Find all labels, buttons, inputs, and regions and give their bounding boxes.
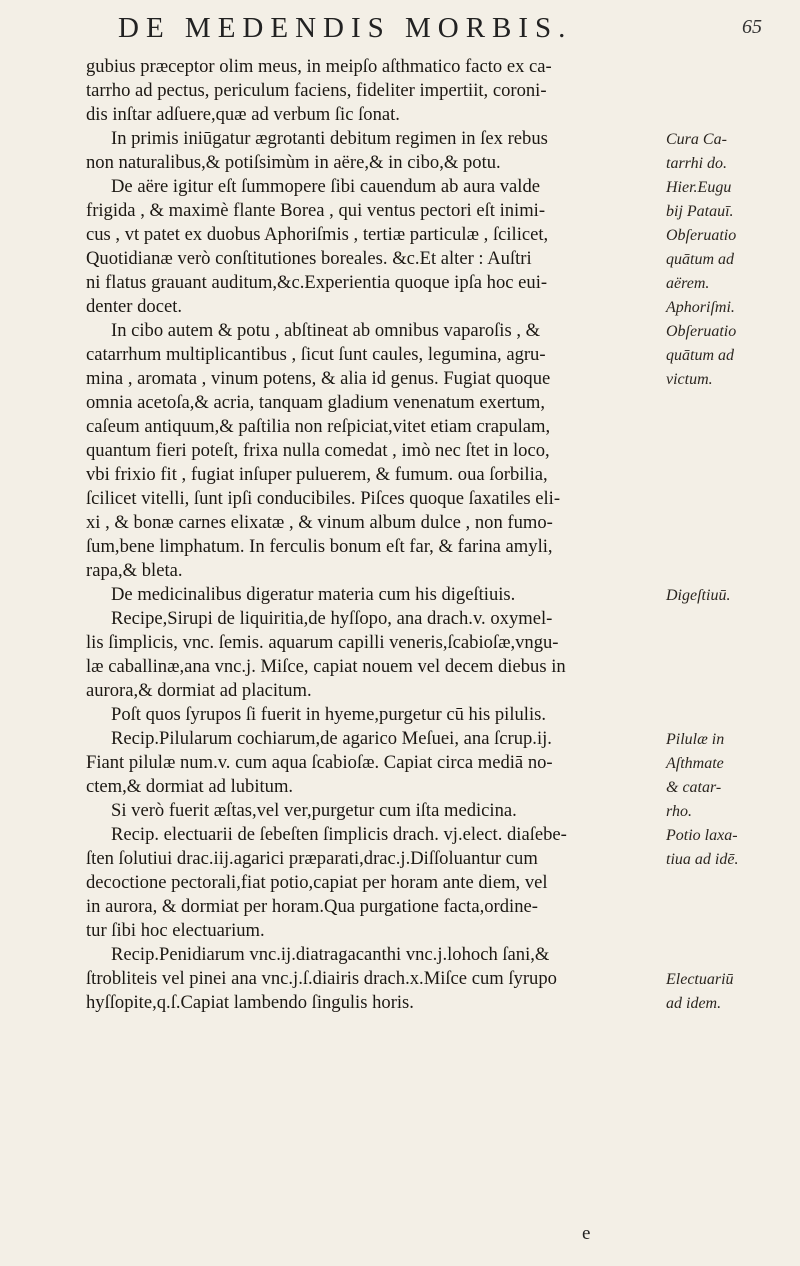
- page-header: [0, 10, 800, 50]
- margin-note: Potio laxa-: [666, 827, 738, 844]
- text-line: tur ſibi hoc electuarium.: [86, 920, 265, 941]
- text-line: ſum,bene limphatum. In ferculis bonum eſt far, & farina amyli,: [86, 536, 553, 557]
- text-line: catarrhum multiplicantibus , ſicut ſunt caules, legumina, agru-: [86, 344, 546, 365]
- text-line: hyſſopite,q.ſ.Capiat lambendo ſingulis horis.: [86, 992, 414, 1013]
- text-line: quantum fieri poteſt, frixa nulla comedat , imò nec ſtet in loco,: [86, 440, 550, 461]
- text-line: vbi frixio fit , fugiat inſuper puluerem, & fumum. oua ſorbilia,: [86, 464, 548, 485]
- text-line: ſten ſolutiui drac.iij.agarici præparati,drac.j.Diſſoluantur cum: [86, 848, 538, 869]
- text-line: ſcilicet vitelli, ſunt ipſi conducibiles. Piſces quoque ſaxatiles eli-: [86, 488, 561, 509]
- margin-note: Hier.Eugu: [666, 179, 732, 196]
- text-line: ni flatus grauant auditum,&c.Experientia quoque ipſa hoc eui-: [86, 272, 548, 293]
- text-line: De aëre igitur eſt ſummopere ſibi cauendum ab aura valde: [111, 176, 541, 197]
- margin-note: quātum ad: [666, 251, 734, 268]
- catchword: e: [582, 1223, 591, 1244]
- text-line: Recip.Pilularum cochiarum,de agarico Meſuei, ana ſcrup.ij.: [111, 728, 552, 749]
- text-line: caſeum antiquum,& paſtilia non reſpiciat,vitet etiam crapulam,: [86, 416, 551, 437]
- margin-note: Obſeruatio: [666, 323, 737, 340]
- text-line: frigida , & maximè flante Borea , qui ventus pectori eſt inimi-: [86, 200, 546, 221]
- margin-note: Aſthmate: [666, 755, 724, 772]
- text-line: ctem,& dormiat ad lubitum.: [86, 776, 294, 797]
- text-line: tarrho ad pectus, periculum faciens, fideliter impertiit, coroni-: [86, 80, 547, 101]
- margin-note: rho.: [666, 803, 692, 820]
- text-line: decoctione pectorali,fiat potio,capiat per horam ante diem, vel: [86, 872, 548, 893]
- margin-note: ad idem.: [666, 995, 722, 1012]
- text-line: ſtrobliteis vel pinei ana vnc.j.ſ.diairis drach.x.Miſce cum ſyrupo: [86, 968, 557, 989]
- margin-note: aërem.: [666, 275, 710, 292]
- margin-note: Aphoriſmi.: [666, 299, 735, 316]
- text-line: denter docet.: [86, 296, 183, 317]
- margin-note: Cura Ca-: [666, 131, 727, 148]
- text-line: dis inſtar adſuere,quæ ad verbum ſic ſonat.: [86, 104, 400, 125]
- text-line: Quotidianæ verò conſtitutiones boreales. &c.Et alter : Auſtri: [86, 248, 532, 269]
- text-line: rapa,& bleta.: [86, 560, 183, 581]
- margin-note: Obſeruatio: [666, 227, 737, 244]
- text-line: gubius præceptor olim meus, in meipſo aſthmatico facto ex ca-: [86, 56, 552, 77]
- text-line: omnia acetoſa,& acria, tanquam gladium venenatum exertum,: [86, 392, 545, 413]
- margin-note: Pilulæ in: [666, 731, 725, 748]
- text-line: aurora,& dormiat ad placitum.: [86, 680, 312, 701]
- margin-note: Digeſtiuū.: [666, 587, 731, 604]
- text-line: In primis iniūgatur ægrotanti debitum regimen in ſex rebus: [111, 128, 548, 149]
- margin-note: bij Patauī.: [666, 203, 734, 220]
- margin-note: tarrhi do.: [666, 155, 728, 172]
- text-line: mina , aromata , vinum potens, & alia id genus. Fugiat quoque: [86, 368, 551, 389]
- margin-note: tiua ad idē.: [666, 851, 739, 868]
- text-line: Fiant pilulæ num.v. cum aqua ſcabioſæ. Capiat circa mediā no-: [86, 752, 553, 773]
- margin-note: victum.: [666, 371, 713, 388]
- text-line: De medicinalibus digeratur materia cum his digeſtiuis.: [111, 584, 516, 605]
- text-line: non naturalibus,& potiſsimùm in aëre,& in cibo,& potu.: [86, 152, 501, 173]
- page-number: 65: [742, 16, 762, 38]
- margin-note: Electuariū: [666, 971, 734, 988]
- text-line: Poſt quos ſyrupos ſi fuerit in hyeme,purgetur cū his pilulis.: [111, 704, 547, 725]
- text-line: in aurora, & dormiat per horam.Qua purgatione facta,ordine-: [86, 896, 538, 917]
- margin-note: quātum ad: [666, 347, 734, 364]
- text-line: Recip.Penidiarum vnc.ij.diatragacanthi vnc.j.lohoch ſani,&: [111, 944, 550, 965]
- text-line: lis ſimplicis, vnc. ſemis. aquarum capilli veneris,ſcabioſæ,vngu-: [86, 632, 559, 653]
- text-line: Recipe,Sirupi de liquiritia,de hyſſopo, ana drach.v. oxymel-: [111, 608, 553, 629]
- text-line: Si verò fuerit æſtas,vel ver,purgetur cum iſta medicina.: [111, 800, 517, 821]
- text-line: In cibo autem & potu , abſtineat ab omnibus vaparoſis , &: [111, 320, 541, 341]
- text-line: læ caballinæ,ana vnc.j. Miſce, capiat nouem vel decem diebus in: [86, 656, 566, 677]
- running-title: DE MEDENDIS MORBIS.: [118, 12, 573, 44]
- margin-note: & catar-: [666, 779, 722, 796]
- text-line: xi , & bonæ carnes elixatæ , & vinum album dulce , non fumo-: [86, 512, 553, 533]
- text-line: Recip. electuarii de ſebeſten ſimplicis drach. vj.elect. diaſebe-: [111, 824, 567, 845]
- text-line: cus , vt patet ex duobus Aphoriſmis , tertiæ particulæ , ſcilicet,: [86, 224, 549, 245]
